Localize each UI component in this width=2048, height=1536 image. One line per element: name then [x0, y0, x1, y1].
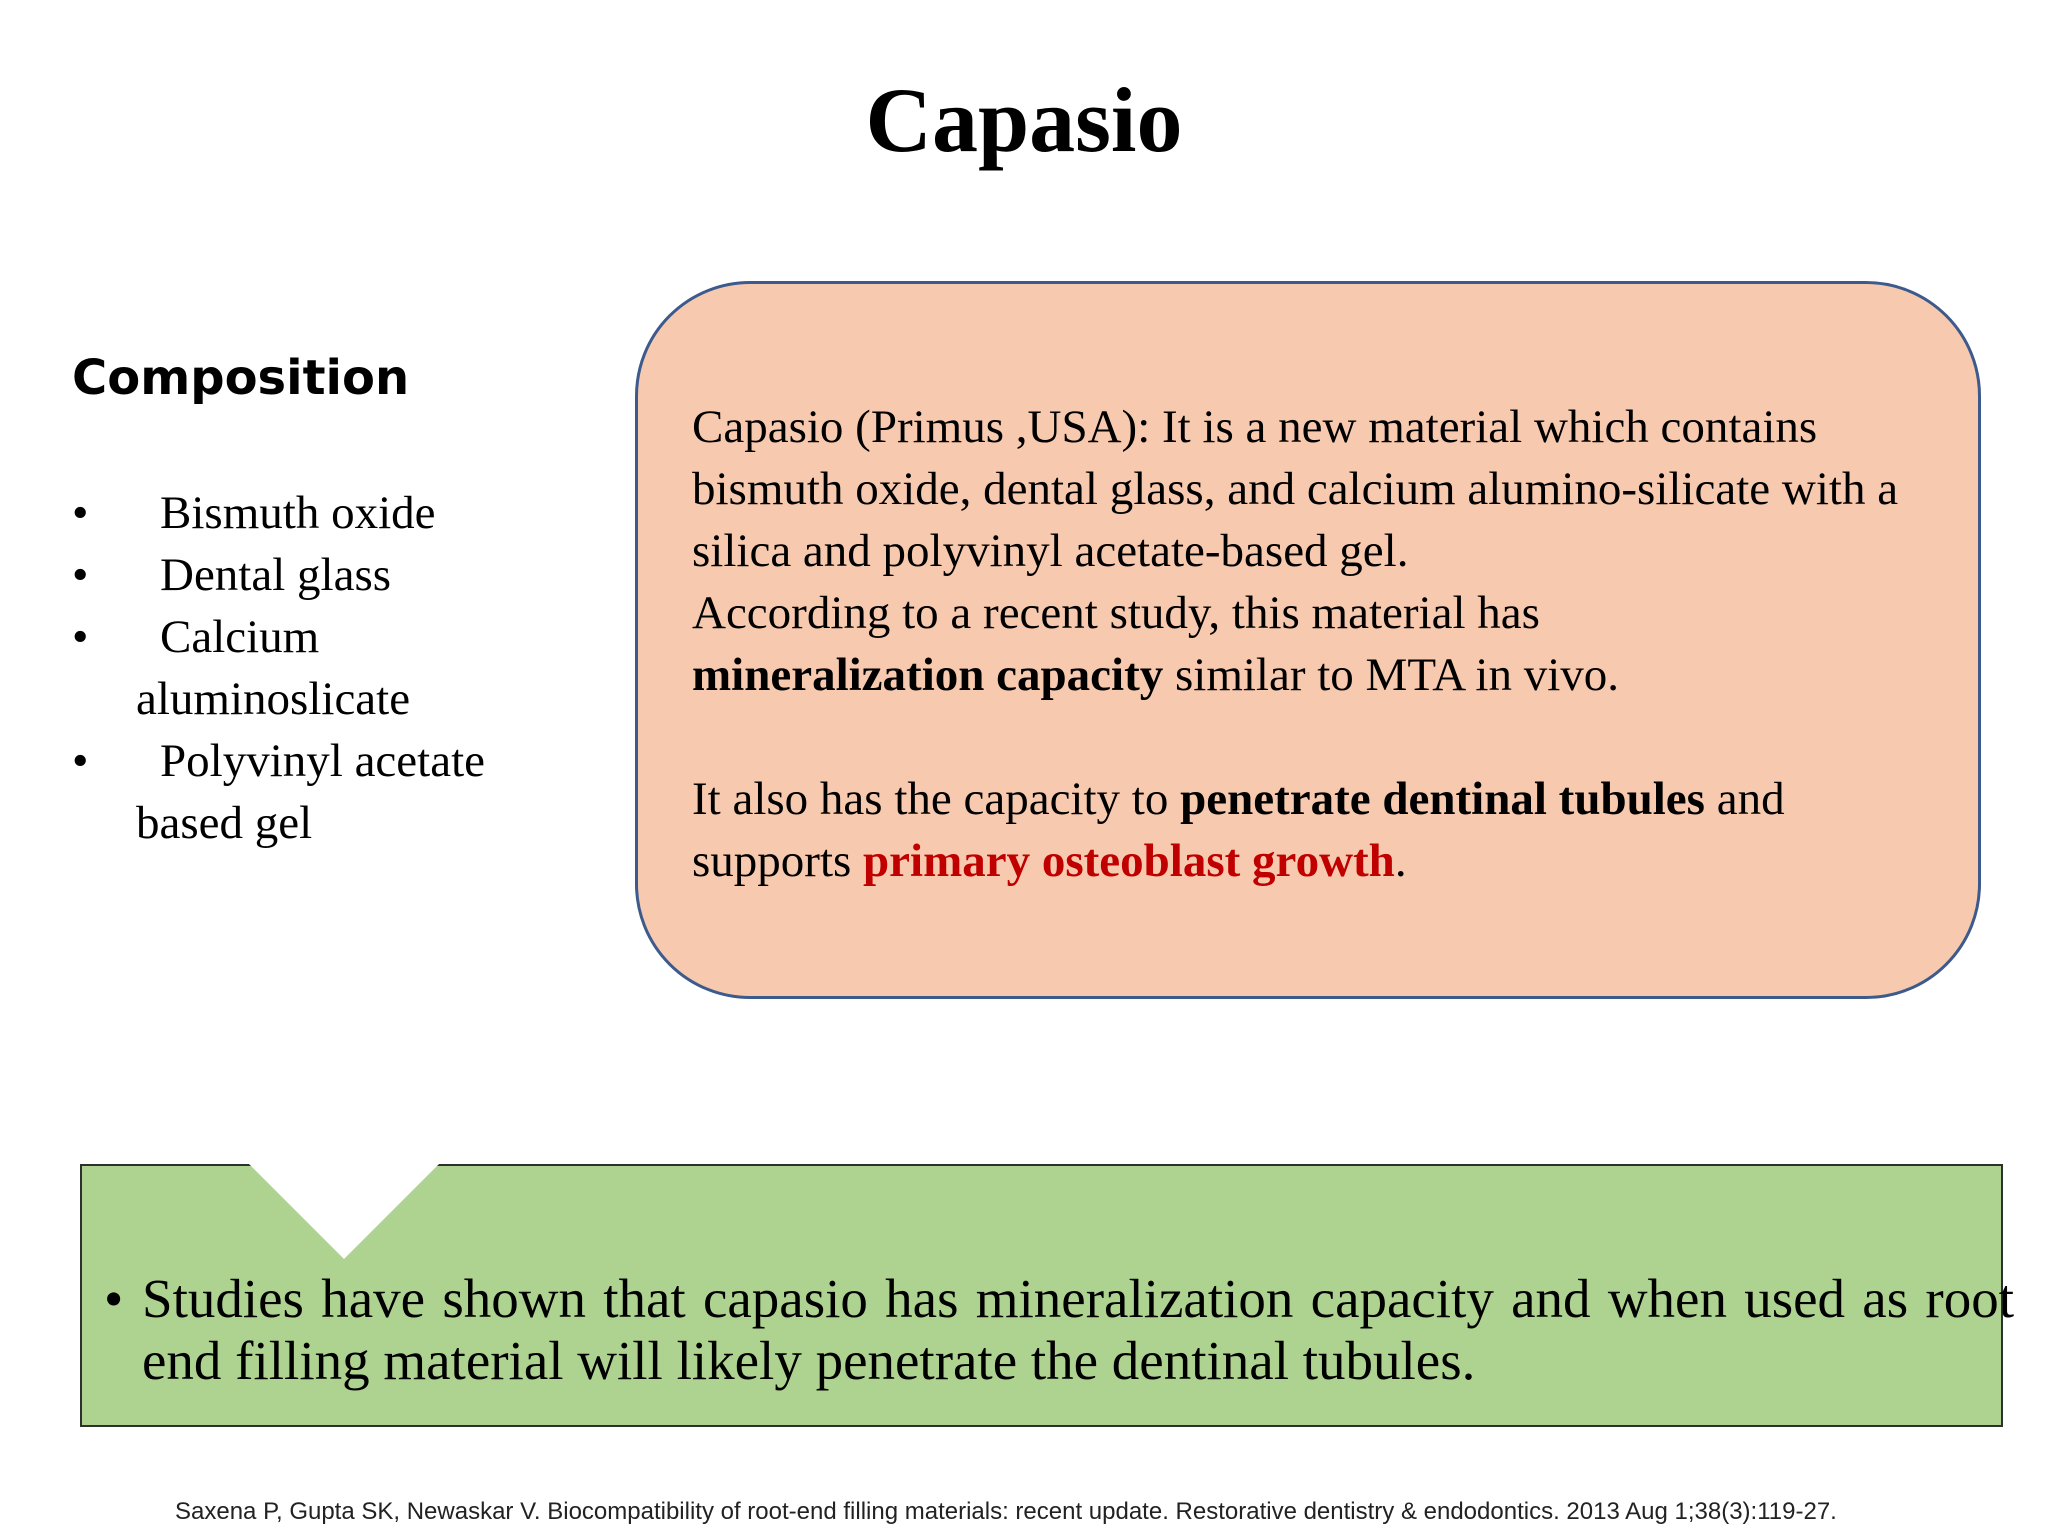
info-paragraph-1 [692, 396, 1952, 706]
paragraph-gap [692, 706, 1952, 768]
info-p2-text-c: . [1394, 835, 1407, 887]
info-p2-text-a: It also has the capacity to [692, 773, 1181, 825]
info-callout-box [635, 281, 1981, 999]
composition-heading: Composition [72, 350, 410, 406]
citation: Saxena P, Gupta SK, Newaskar V. Biocompatibility of root-end filling materials: recent update. Restorative dentistry & endodontics. 2013 Aug 1;38(3):119-27. [175, 1498, 1837, 1525]
info-p2-bold: penetrate dentinal tubules [1180, 773, 1705, 825]
info-p1-text-a: Capasio (Primus ,USA): It is a new material which contains bismuth oxide, dental glass, and calcium alumino-silicate with a silica and polyvinyl acetate-based gel. [692, 401, 1899, 577]
bullet-icon: • [104, 1268, 124, 1329]
composition-item [72, 482, 572, 544]
composition-item [72, 730, 572, 854]
info-p2-text-b: and supports [692, 773, 1785, 887]
summary-text [104, 1268, 2014, 1392]
info-p1-bold: mineralization capacity [692, 649, 1164, 701]
composition-item-text: Dental glass [160, 549, 392, 601]
slide-title: Capasio [865, 69, 1183, 171]
bullet-icon: • [72, 611, 89, 663]
composition-item-text: Bismuth oxide [160, 487, 436, 539]
composition-item [72, 544, 572, 606]
summary-text-body: Studies have shown that capasio has mineralization capacity and when used as root end filling material will likely penetrate the dentinal tubules. [142, 1268, 2014, 1391]
composition-item-text: Polyvinyl acetate based gel [136, 735, 485, 849]
info-paragraph-2 [692, 768, 1952, 892]
notch-shape [247, 1162, 441, 1259]
composition-item [72, 606, 572, 730]
bullet-icon: • [72, 735, 89, 787]
info-p1-text-c: similar to MTA in vivo. [1163, 649, 1620, 701]
composition-list [72, 482, 572, 854]
info-text [692, 396, 1952, 892]
info-p1-text-b: According to a recent study, this material has [692, 587, 1540, 639]
info-p2-highlight: primary osteoblast growth [863, 835, 1395, 887]
composition-item-text: Calcium aluminoslicate [136, 611, 411, 725]
summary-box [80, 1164, 2014, 1427]
bullet-icon: • [72, 487, 89, 539]
bullet-icon: • [72, 549, 89, 601]
